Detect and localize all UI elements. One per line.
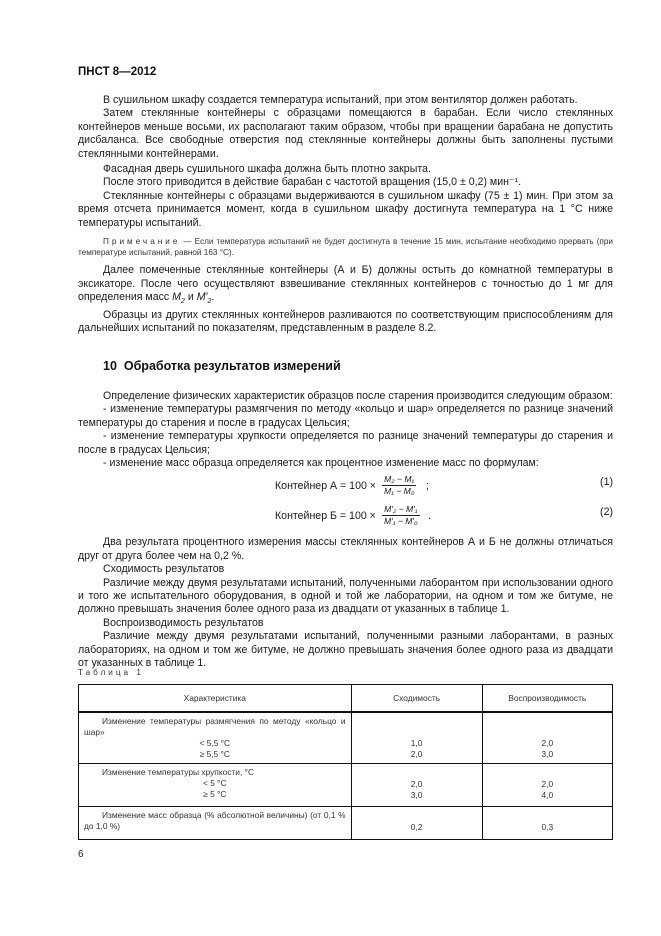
value: 4,0 <box>541 790 554 800</box>
denominator: M₁ − M₀ <box>384 486 415 497</box>
characteristic-text: Изменение температуры хрупкости, °С <box>102 767 254 777</box>
reproducibility-cell <box>482 807 612 840</box>
formula-fraction <box>382 504 420 527</box>
formula-2 <box>78 506 613 528</box>
list-item: - изменение температуры размягчения по методу «кольцо и шар» определяется по разнице значений температуры до старения и после в градусах Цельсия; <box>78 403 613 429</box>
paragraph: Стеклянные контейнеры с образцами выдерживаются в сушильном шкафу (75 ± 1) мин. При этом за время отсчета принимается момент, когда в сушильном шкафу достигнута температура на 1 °С ниже температуры испытаний. <box>78 189 613 229</box>
punct: . <box>211 291 215 304</box>
list-item: - изменение температуры хрупкости определяется по разнице значений температуры до старения и после в градусах Цельсия; <box>78 430 613 456</box>
paragraph: Определение физических характеристик образцов после старения производится следующим образом: <box>103 390 613 403</box>
paragraph: Образцы из других стеклянных контейнеров разливаются по соответствующим приспособлениям для дальнейших испытаний по показателям, представленным в разделе 8.2. <box>78 308 613 335</box>
repeatability-cell <box>351 712 482 764</box>
paragraph: После этого приводится в действие барабан с частотой вращения (15,0 ± 0,2) мин⁻¹. <box>103 176 522 189</box>
mass-symbol-prime: $M'_2$ <box>196 291 212 306</box>
formula-lhs: Контейнер А = 100 × <box>275 480 376 493</box>
results-table <box>78 684 613 840</box>
mass-symbol: $M_2$ <box>172 291 185 306</box>
formula-lhs: Контейнер Б = 100 × <box>275 510 376 523</box>
paragraph: В сушильном шкафу создается температура испытаний, при этом вентилятор должен работать. <box>103 94 578 106</box>
formula-punct: . <box>428 510 431 523</box>
section-heading <box>103 360 613 373</box>
subheading: Воспроизводимость результатов <box>103 616 264 629</box>
value: 2,0 <box>541 779 554 789</box>
reproducibility-cell <box>482 764 612 807</box>
paragraph-text: Далее помеченные стеклянные контейнеры (А и Б) должны остыть до комнатной температуры в эксикаторе. После чего осуществляют взвешивание стеклянных контейнеров с точностью до 1 мг для определения масс <box>78 264 613 304</box>
document-code: ПНСТ 8—2012 <box>78 66 157 78</box>
document-body <box>78 94 613 671</box>
sub-item: ≥ 5,5 °С <box>199 749 230 759</box>
value: 1,0 <box>410 738 423 748</box>
reproducibility-cell <box>482 712 612 764</box>
value: 2,0 <box>541 738 554 748</box>
note-label: Примечание <box>103 237 181 247</box>
denominator: M′₁ − M′₀ <box>384 516 418 527</box>
characteristic-cell <box>79 764 352 807</box>
section-title: Обработка результатов измерений <box>123 358 341 373</box>
table-caption: Таблица 1 <box>78 668 144 677</box>
note-text: — Если температура испытаний не будет достигнута в течение 15 мин, испытание необходимо прервать (при температуре испытаний, равной 163 °С). <box>78 237 613 258</box>
table-row <box>79 712 613 764</box>
repeatability-cell <box>351 807 482 840</box>
sub-item: < 5 °С <box>202 778 227 788</box>
equation-number: (1) <box>600 476 613 489</box>
sub-item: < 5,5 °С <box>199 738 231 748</box>
value: 2,0 <box>410 749 423 759</box>
paragraph: Фасадная дверь сушильного шкафа должна быть плотно закрыта. <box>103 163 431 176</box>
characteristic-text: Изменение масс образца (% абсолютной величины) (от 0,1 % до 1,0 %) <box>84 810 346 831</box>
conjunction: и <box>184 291 197 304</box>
table-row <box>79 764 613 807</box>
formula-1 <box>78 476 613 498</box>
paragraph: Два результата процентного измерения массы стеклянных контейнеров А и Б не должны отличаться друг от друга более чем на 0,2 %. <box>78 536 613 562</box>
table-header-row <box>79 685 613 713</box>
paragraph: Различие между двумя результатами испытаний, полученными лаборантом при использовании одного и того же испытательного оборудования, в одной и той же лаборатории, на одном и том же битуме, не должно превышать значения более одного раза из двадцати от указанных в таблице 1. <box>78 576 613 616</box>
value: 0,3 <box>541 822 554 832</box>
value: 3,0 <box>541 749 554 759</box>
equation-number: (2) <box>600 506 613 519</box>
numerator: M′₂ − M′₁ <box>382 504 420 516</box>
characteristic-text: Изменение температуры размягчения по методу «кольцо и шар» <box>84 716 346 737</box>
column-header: Воспроизводимость <box>482 685 612 713</box>
value: 0,2 <box>410 822 423 832</box>
characteristic-cell <box>79 712 352 764</box>
formula-fraction <box>382 474 416 497</box>
value: 2,0 <box>410 779 423 789</box>
list-item: - изменение масс образца определяется как процентное изменение масс по формулам: <box>103 457 539 470</box>
paragraph: Различие между двумя результатами испытаний, полученными разными лаборантами, в разных лабораториях, на одном и том же битуме, не должно превышать значения более одного раза из двадцати от указанных в таблице 1. <box>78 630 613 670</box>
page-number: 6 <box>78 849 84 860</box>
column-header: Характеристика <box>79 685 352 713</box>
note <box>78 236 613 258</box>
formula-punct: ; <box>426 480 429 493</box>
numerator: M₂ − M₁ <box>382 474 416 486</box>
table-row <box>79 807 613 840</box>
repeatability-cell <box>351 764 482 807</box>
characteristic-cell <box>79 807 352 840</box>
sub-item: ≥ 5 °С <box>203 789 227 799</box>
column-header: Сходимость <box>351 685 482 713</box>
value: 3,0 <box>410 790 423 800</box>
section-number: 10 <box>103 358 117 373</box>
paragraph: Затем стеклянные контейнеры с образцами помещаются в барабан. Если число стеклянных контейнеров меньше восьми, их располагают таким образом, чтобы при вращении барабана не допустить дисбаланса. Все свободные отверстия под стеклянные контейнеры должны быть заполнены пустыми стеклянными контейнерами. <box>78 107 613 160</box>
paragraph <box>78 264 613 308</box>
subheading: Сходимость результатов <box>103 563 225 576</box>
